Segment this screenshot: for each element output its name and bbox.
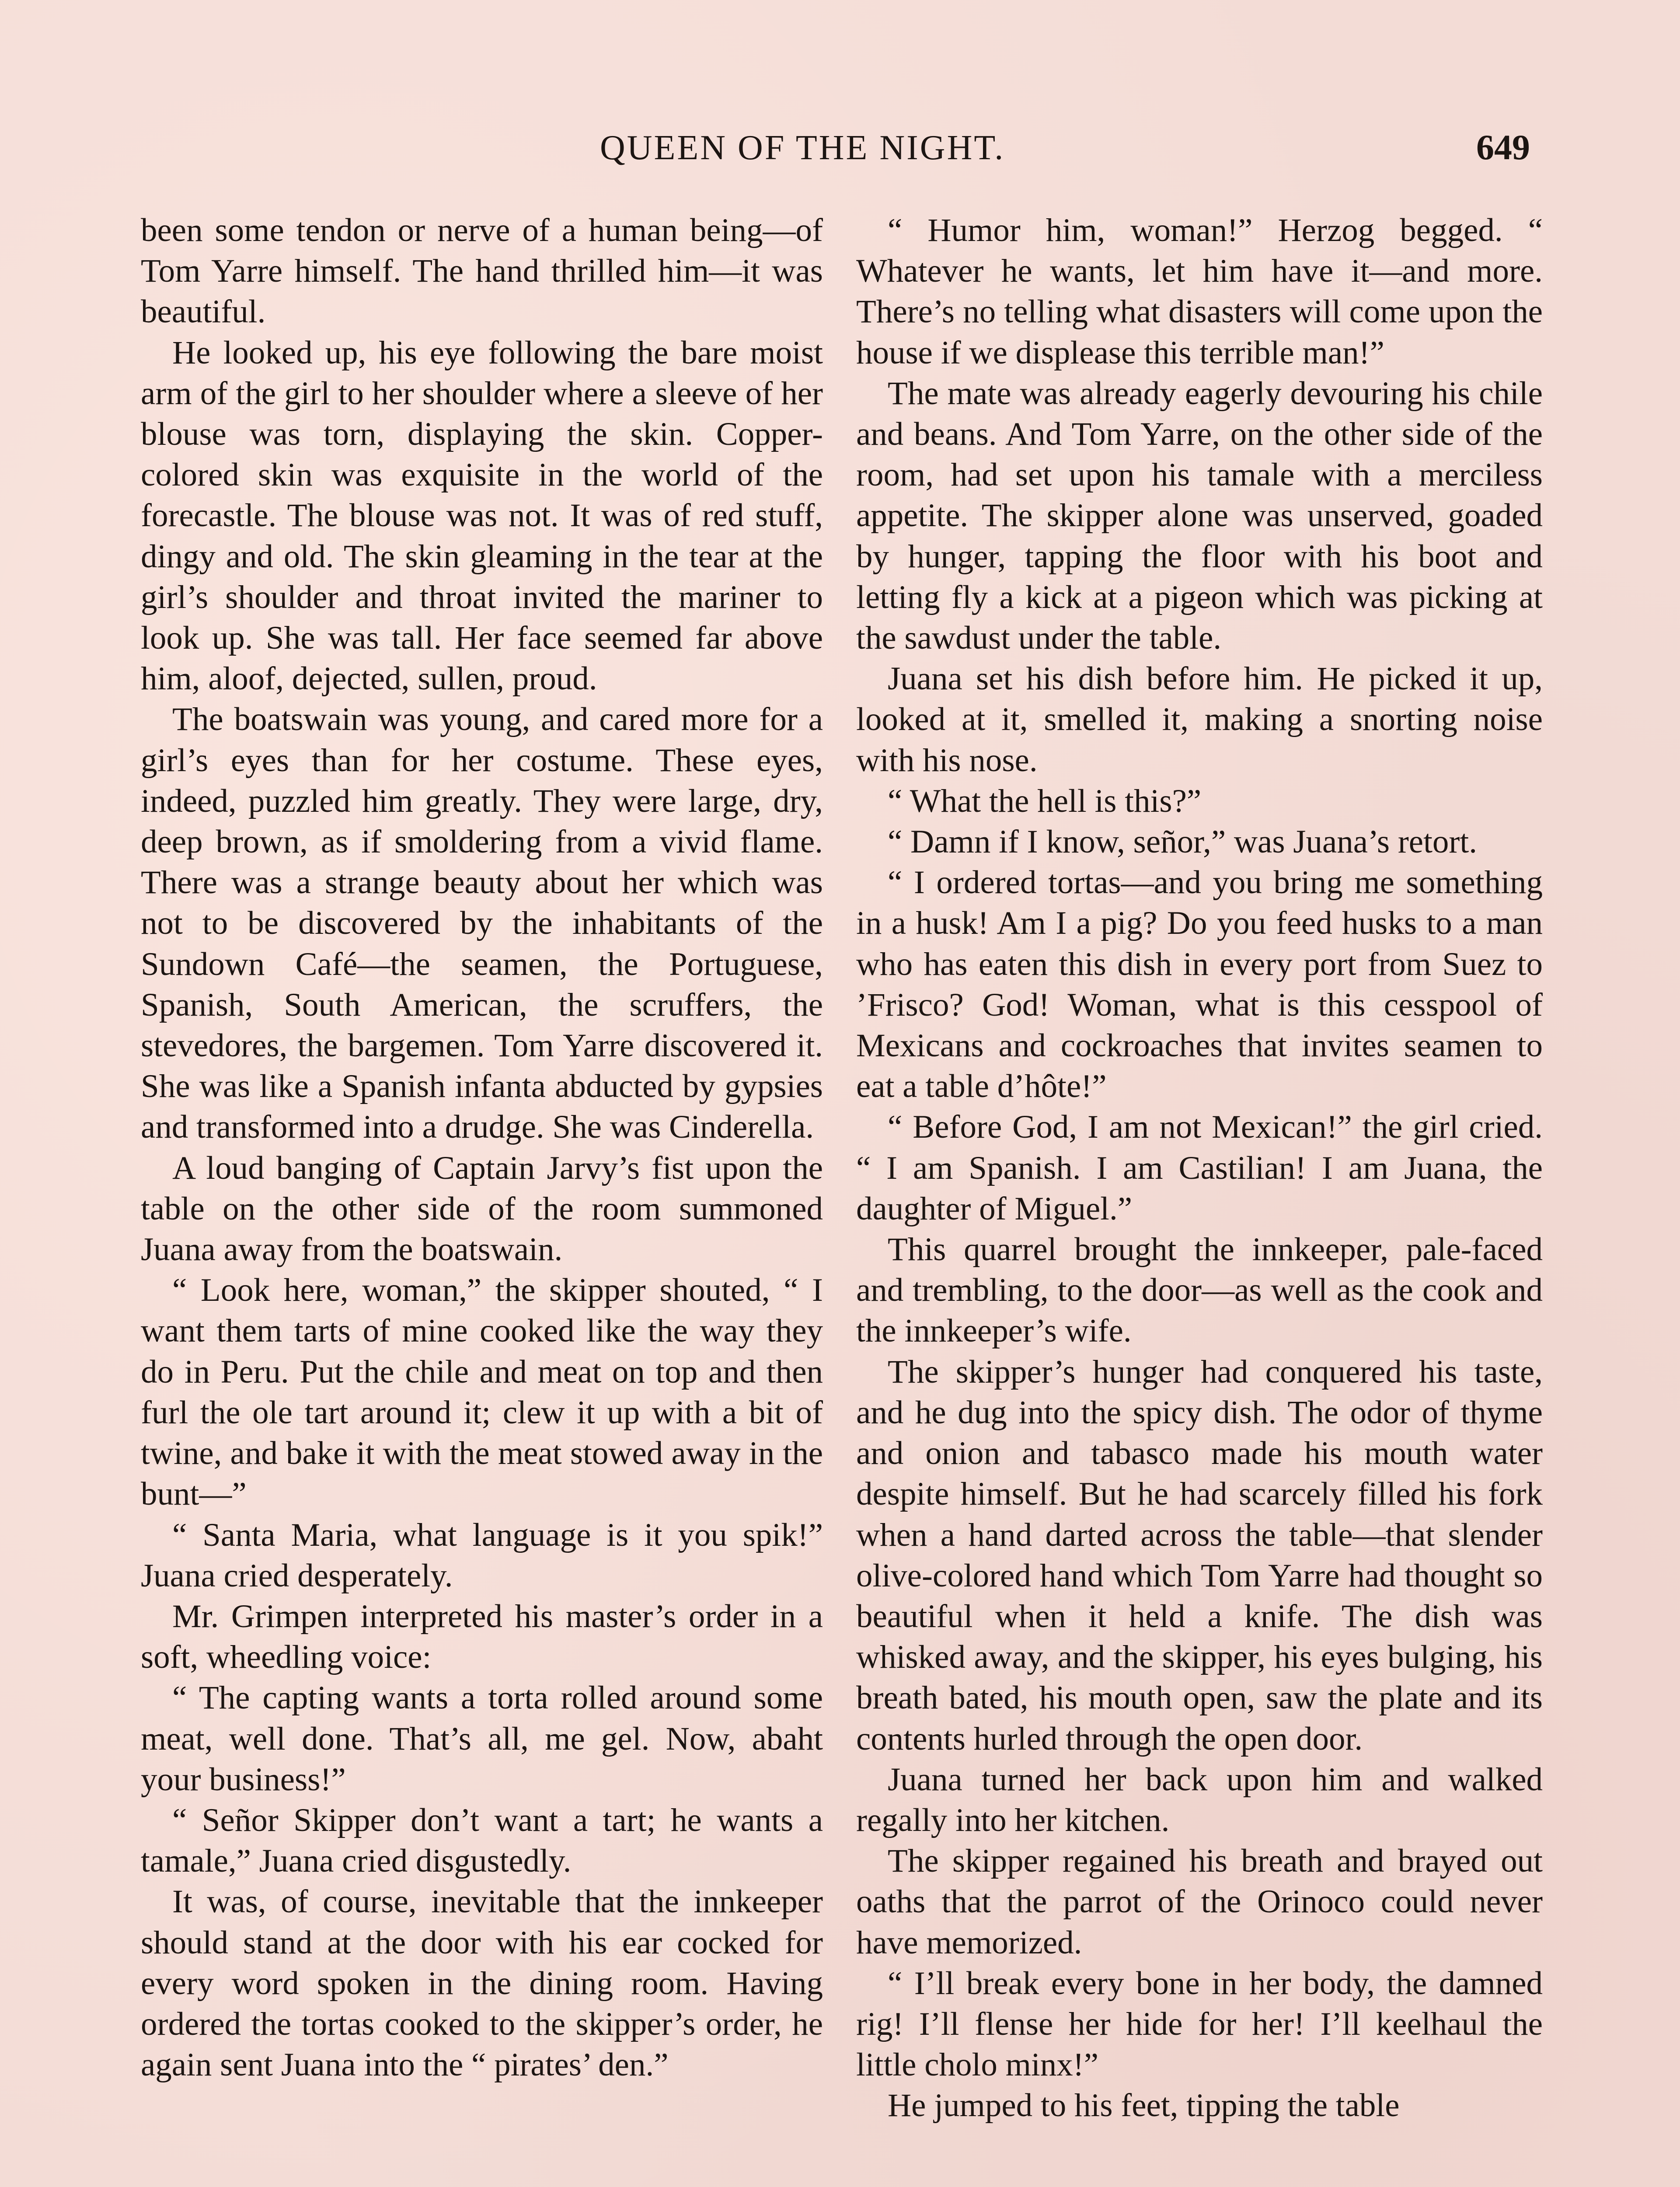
paragraph: The skipper regained his breath and brayed out oaths that the parrot of the Orinoco could never have memorized.	[856, 1843, 1543, 1961]
paragraph: A loud banging of Captain Jarvy’s fist upon the table on the other side of the room summoned Juana away from the boatswain.	[141, 1149, 823, 1268]
paragraph: This quarrel brought the innkeeper, pale-faced and trembling, to the door—as well as the cook and the innkeeper’s wife.	[856, 1231, 1543, 1349]
paragraph: “ I’ll break every bone in her body, the damned rig! I’ll flense her hide for her! I’ll keelhaul the little cholo minx!”	[856, 1965, 1543, 2083]
paragraph: Juana turned her back upon him and walked regally into her kitchen.	[856, 1761, 1543, 1838]
paragraph: “ Look here, woman,” the skipper shouted, “ I want them tarts of mine cooked like the way they do in Peru. Put the chile and meat on top and then furl the ole tart around it; clew it up with a bit of twine, and bake it with the meat stowed away in the bunt—”	[141, 1272, 823, 1513]
paragraph: “ The capting wants a torta rolled around some meat, well done. That’s all, me gel. Now, abaht your business!”	[141, 1680, 823, 1798]
paragraph: “ Santa Maria, what language is it you spik!” Juana cried desperately.	[141, 1516, 823, 1594]
paragraph: “ I ordered tortas—and you bring me something in a husk! Am I a pig? Do you feed husks to a man who has eaten this dish in every port from Suez to ’Frisco? God! Woman, what is this cesspool of Mexicans and cockroaches that invites seamen to eat a table d’hôte!”	[856, 864, 1543, 1105]
paragraph: Mr. Grimpen interpreted his master’s order in a soft, wheedling voice:	[141, 1598, 823, 1676]
paragraph: Juana set his dish before him. He picked it up, looked at it, smelled it, making a snorting noise with his nose.	[856, 660, 1543, 779]
paragraph: been some tendon or nerve of a human being—of Tom Yarre himself. The hand thrilled him—it was beautiful.	[141, 212, 823, 330]
left-column	[141, 210, 823, 2085]
paragraph: The skipper’s hunger had conquered his taste, and he dug into the spicy dish. The odor of thyme and onion and tabasco made his mouth water despite himself. But he had scarcely filled his fork when a hand darted across the table—that slender olive-colored hand which Tom Yarre had thought so beautiful when it held a knife. The dish was whisked away, and the skipper, his eyes bulging, his breath bated, his mouth open, saw the plate and its contents hurled through the open door.	[856, 1353, 1543, 1757]
right-column	[856, 210, 1543, 2126]
paragraph: He jumped to his feet, tipping the table	[888, 2087, 1400, 2124]
paragraph: “ Damn if I know, señor,” was Juana’s retort.	[888, 824, 1477, 860]
paragraph: The mate was already eagerly devouring his chile and beans. And Tom Yarre, on the other side of the room, had set upon his tamale with a merciless appetite. The skipper alone was unserved, goaded by hunger, tapping the floor with his boot and letting fly a kick at a pigeon which was picking at the sawdust under the table.	[856, 375, 1543, 657]
paragraph: “ What the hell is this?”	[888, 783, 1202, 819]
paragraph: “ Before God, I am not Mexican!” the girl cried. “ I am Spanish. I am Castilian! I am Juana, the daughter of Miguel.”	[856, 1109, 1543, 1227]
paragraph: “ Humor him, woman!” Herzog begged. “ Whatever he wants, let him have it—and more. There’s no telling what disasters will come upon the house if we displease this terrible man!”	[856, 212, 1543, 371]
paragraph: “ Señor Skipper don’t want a tart; he wants a tamale,” Juana cried disgustedly.	[141, 1802, 823, 1880]
running-title: QUEEN OF THE NIGHT.	[600, 129, 1005, 167]
paragraph: He looked up, his eye following the bare moist arm of the girl to her shoulder where a sleeve of her blouse was torn, displaying the skin. Copper-colored skin was exquisite in the world of the forecastle. The blouse was not. It was of red stuff, dingy and old. The skin gleaming in the tear at the girl’s shoulder and throat invited the mariner to look up. She was tall. Her face seemed far above him, aloof, dejected, sullen, proud.	[141, 334, 823, 697]
page-number: 649	[1476, 127, 1530, 167]
paragraph: The boatswain was young, and cared more for a girl’s eyes than for her costume. These eyes, indeed, puzzled him greatly. They were large, dry, deep brown, as if smoldering from a vivid flame. There was a strange beauty about her which was not to be discovered by the inhabitants of the Sundown Café—the seamen, the Portuguese, Spanish, South American, the scruffers, the stevedores, the bargemen. Tom Yarre discovered it. She was like a Spanish infanta abducted by gypsies and transformed into a drudge. She was Cinderella.	[141, 701, 823, 1146]
paragraph: It was, of course, inevitable that the innkeeper should stand at the door with his ear cocked for every word spoken in the dining room. Having ordered the tortas cooked to the skipper’s order, he again sent Juana into the “ pirates’ den.”	[141, 1883, 823, 2083]
